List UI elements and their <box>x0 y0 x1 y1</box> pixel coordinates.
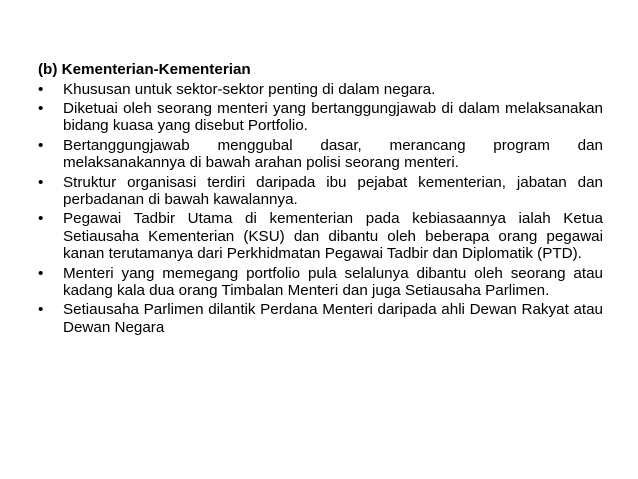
bullet-list <box>38 81 603 337</box>
bullet-dot-icon: • <box>38 80 44 98</box>
bullet-item <box>38 81 603 98</box>
bullet-item <box>38 100 603 135</box>
bullet-dot-icon: • <box>38 99 44 117</box>
bullet-item <box>38 265 603 300</box>
bullet-text: Setiausaha Parlimen dilantik Perdana Menteri daripada ahli Dewan Rakyat atau Dewan Negara <box>63 301 603 336</box>
bullet-text: Diketuai oleh seorang menteri yang bertanggungjawab di dalam melaksanakan bidang kuasa yang disebut Portfolio. <box>63 99 603 135</box>
slide-content <box>38 60 603 338</box>
section-heading: (b) Kementerian-Kementerian <box>38 61 251 78</box>
bullet-dot-icon: • <box>38 136 44 154</box>
bullet-item <box>38 174 603 209</box>
bullet-text: Pegawai Tadbir Utama di kementerian pada kebiasaannya ialah Ketua Setiausaha Kementerian (KSU) dan dibantu oleh beberapa orang pegawai kanan terutamanya dari Perkhidmatan Pegawai Tadbir dan Diplomatik (PTD). <box>63 210 603 263</box>
bullet-text: Bertanggungjawab menggubal dasar, merancang program dan melaksanakannya di bawah arahan polisi seorang menteri. <box>63 136 603 172</box>
bullet-dot-icon: • <box>38 210 44 228</box>
bullet-item <box>38 210 603 262</box>
bullet-dot-icon: • <box>38 173 44 191</box>
bullet-item <box>38 137 603 172</box>
bullet-text: Khususan untuk sektor-sektor penting di dalam negara. <box>63 80 436 98</box>
bullet-text: Struktur organisasi terdiri daripada ibu pejabat kementerian, jabatan dan perbadanan di bawah kawalannya. <box>63 173 603 208</box>
bullet-item <box>38 301 603 336</box>
bullet-dot-icon: • <box>38 264 44 282</box>
bullet-text: Menteri yang memegang portfolio pula selalunya dibantu oleh seorang atau kadang kala dua orang Timbalan Menteri dan juga Setiausaha Parlimen. <box>63 264 603 299</box>
bullet-dot-icon: • <box>38 301 44 319</box>
